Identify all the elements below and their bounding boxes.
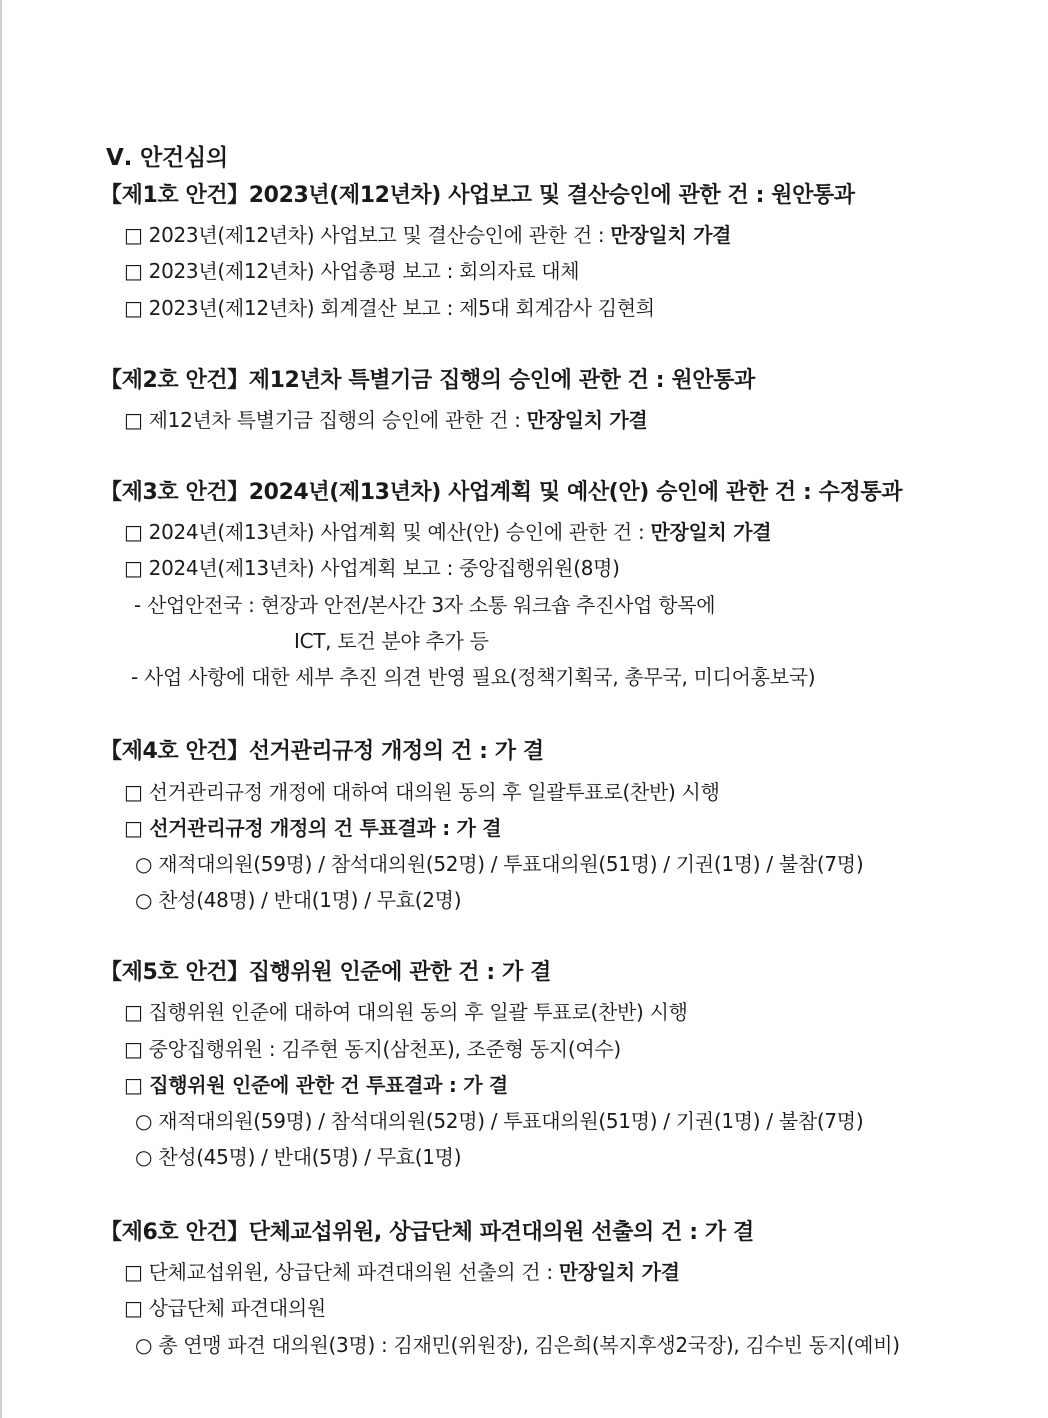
section-title: Ⅴ. 안건심의: [106, 145, 229, 171]
agenda-5-header: 【제5호 안건】집행위원 인준에 관한 건 : 가 결: [100, 960, 551, 985]
agenda-6-header: 【제6호 안건】단체교섭위원, 상급단체 파견대의원 선출의 건 : 가 결: [100, 1220, 754, 1245]
agenda-4-line-4: ○ 찬성(48명) / 반대(1명) / 무효(2명): [135, 888, 462, 912]
agenda-2-header: 【제2호 안건】제12년차 특별기금 집행의 승인에 관한 건 : 원안통과: [100, 368, 755, 393]
agenda-4-line-2: □ 선거관리규정 개정의 건 투표결과 : 가 결: [124, 816, 502, 840]
agenda-3-line-3: - 산업안전국 : 현장과 안전/본사간 3자 소통 워크숍 추진사업 항목에: [134, 593, 716, 617]
agenda-1-line-3: □ 2023년(제12년차) 회계결산 보고 : 제5대 회계감사 김현희: [124, 296, 655, 320]
agenda-3-line-5: - 사업 사항에 대한 세부 추진 의견 반영 필요(정책기획국, 총무국, 미디어홍보국): [131, 665, 816, 689]
agenda-5-line-5: ○ 찬성(45명) / 반대(5명) / 무효(1명): [135, 1145, 462, 1169]
agenda-5-line-2: □ 중앙집행위원 : 김주현 동지(삼천포), 조준형 동지(여수): [124, 1037, 621, 1061]
agenda-1-header: 【제1호 안건】2023년(제12년차) 사업보고 및 결산승인에 관한 건 : 원안통과: [100, 183, 855, 208]
agenda-3-line-4: ICT, 토건 분야 추가 등: [294, 629, 489, 653]
agenda-6-line-2: □ 상급단체 파견대의원: [124, 1296, 326, 1320]
agenda-3-header: 【제3호 안건】2024년(제13년차) 사업계획 및 예산(안) 승인에 관한 건 : 수정통과: [100, 480, 903, 505]
agenda-4-line-1: □ 선거관리규정 개정에 대하여 대의원 동의 후 일괄투표로(찬반) 시행: [124, 780, 720, 804]
agenda-3-line-2: □ 2024년(제13년차) 사업계획 보고 : 중앙집행위원(8명): [124, 556, 620, 580]
agenda-5-line-1: □ 집행위원 인준에 대하여 대의원 동의 후 일괄 투표로(찬반) 시행: [124, 1000, 688, 1024]
page-edge: [0, 0, 2, 1418]
agenda-1-line-1: □ 2023년(제12년차) 사업보고 및 결산승인에 관한 건 : 만장일치 가결: [124, 223, 732, 247]
agenda-4-line-3: ○ 재적대의원(59명) / 참석대의원(52명) / 투표대의원(51명) / 기권(1명) / 불참(7명): [135, 852, 864, 876]
agenda-2-line-1: □ 제12년차 특별기금 집행의 승인에 관한 건 : 만장일치 가결: [124, 408, 648, 432]
agenda-4-header: 【제4호 안건】선거관리규정 개정의 건 : 가 결: [100, 739, 544, 764]
agenda-5-line-4: ○ 재적대의원(59명) / 참석대의원(52명) / 투표대의원(51명) / 기권(1명) / 불참(7명): [135, 1109, 864, 1133]
agenda-6-line-3: ○ 총 연맹 파견 대의원(3명) : 김재민(위원장), 김은희(복지후생2국장), 김수빈 동지(예비): [135, 1333, 900, 1357]
agenda-1-line-2: □ 2023년(제12년차) 사업총평 보고 : 회의자료 대체: [124, 259, 580, 283]
agenda-3-line-1: □ 2024년(제13년차) 사업계획 및 예산(안) 승인에 관한 건 : 만장일치 가결: [124, 520, 772, 544]
agenda-6-line-1: □ 단체교섭위원, 상급단체 파견대의원 선출의 건 : 만장일치 가결: [124, 1260, 680, 1284]
agenda-5-line-3: □ 집행위원 인준에 관한 건 투표결과 : 가 결: [124, 1073, 508, 1097]
